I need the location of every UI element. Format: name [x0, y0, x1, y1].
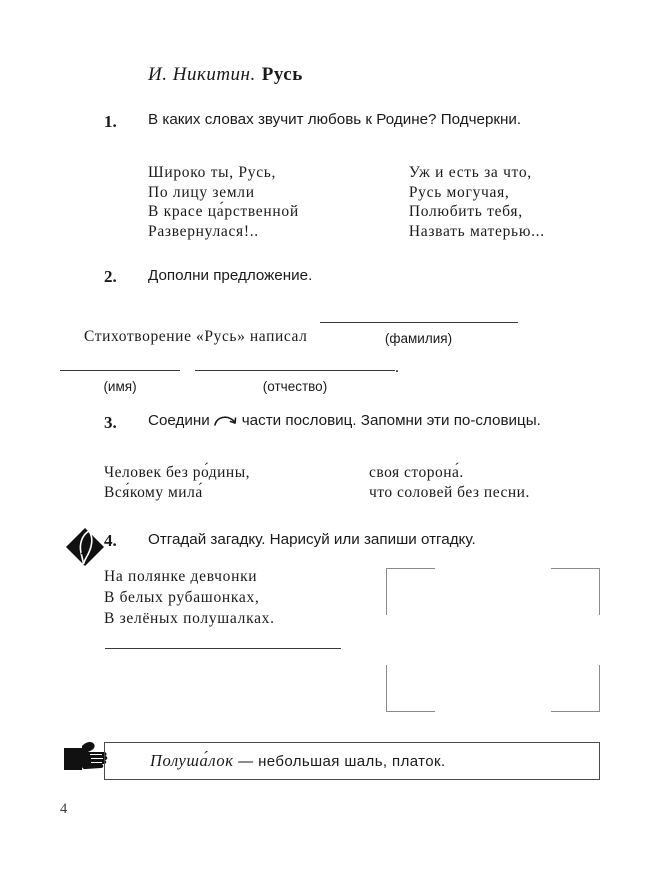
blank-group-imya — [60, 355, 180, 394]
proverb-part[interactable]: что соловей без песни. — [369, 483, 530, 501]
blank-group-familiya — [320, 307, 518, 346]
patronymic-hint-label: (отчество) — [262, 379, 328, 394]
proverbs-column-right — [369, 463, 604, 502]
patronymic-input-blank[interactable] — [195, 355, 395, 371]
proverbs-column-left — [104, 463, 369, 502]
task-3-prompt — [148, 411, 604, 433]
drawing-area-frame[interactable] — [386, 568, 600, 712]
task-2-number: 2. — [104, 267, 117, 286]
firstname-input-blank[interactable] — [60, 355, 180, 371]
sentence-stem: Стихотворение «Русь» написал — [84, 328, 308, 345]
vocabulary-definition: — небольшая шаль, платок. — [238, 753, 446, 770]
proverb-part[interactable]: Человек без ро́дины, — [104, 464, 251, 481]
task-4-number: 4. — [104, 531, 117, 550]
riddle-line: На полянке девчонки — [104, 568, 258, 585]
frame-corner-bottom-right — [551, 665, 600, 712]
riddle-line: В белых рубашонках, — [104, 589, 260, 606]
task-3-number: 3. — [104, 413, 117, 432]
riddle-text — [104, 566, 275, 629]
task-4 — [104, 530, 604, 550]
riddle-answer-blank[interactable] — [105, 634, 341, 649]
blank-group-otchestvo — [195, 355, 395, 394]
surname-input-blank[interactable] — [320, 307, 518, 323]
vocabulary-note-box — [104, 742, 600, 780]
author-name: И. Никитин. — [148, 64, 256, 85]
poem-line[interactable]: Русь могучая, — [408, 183, 510, 201]
proverb-part[interactable]: своя сторона́. — [369, 464, 464, 481]
task-3-prompt-part-1: Соедини — [148, 412, 210, 429]
surname-hint-label: (фамилия) — [384, 331, 453, 346]
poem-line[interactable]: Развернулася!.. — [148, 222, 259, 240]
proverbs-list — [104, 463, 604, 502]
fill-in-sentence — [84, 307, 604, 394]
task-2 — [104, 266, 604, 286]
vocabulary-note-text — [150, 751, 446, 771]
task-1-number: 1. — [104, 112, 117, 131]
task-4-prompt: Отгадай загадку. Нарисуй или запиши отгадку. — [148, 531, 476, 548]
page-title — [148, 64, 303, 86]
proverb-part[interactable]: Вся́кому мила́ — [104, 483, 203, 501]
quill-diamond-icon — [62, 518, 108, 572]
task-1 — [104, 110, 604, 130]
poem-column-left — [148, 163, 409, 241]
fill-row-first — [84, 307, 604, 346]
page-number: 4 — [60, 801, 68, 817]
sentence-period: . — [395, 359, 400, 376]
poem-line[interactable]: В красе ца́рственной — [148, 203, 299, 220]
task-1-prompt: В каких словах звучит любовь к Родине? Подчеркни. — [148, 111, 522, 128]
poem-line[interactable]: По лицу земли — [148, 183, 255, 201]
poem-line[interactable]: Уж и есть за что, — [408, 164, 532, 181]
firstname-hint-label: (имя) — [103, 379, 137, 394]
riddle-line: В зелёных полушалках. — [104, 610, 275, 627]
poem-excerpt — [148, 163, 608, 241]
task-3-prompt-part-2: части пословиц. Запомни эти по-словицы. — [241, 412, 541, 429]
task-3 — [104, 411, 604, 433]
poem-line[interactable]: Назвать матерью... — [408, 222, 545, 240]
connect-arc-icon — [213, 412, 239, 433]
work-title: Русь — [261, 64, 303, 85]
task-2-prompt: Дополни предложение. — [148, 267, 313, 284]
poem-column-right — [409, 163, 608, 241]
frame-corner-top-left — [386, 568, 435, 615]
fill-row-second — [84, 355, 604, 394]
poem-line[interactable]: Полюбить тебя, — [408, 203, 523, 220]
poem-line[interactable]: Широко ты, Русь, — [148, 164, 277, 181]
vocabulary-term: Полуша́лок — [150, 751, 234, 770]
frame-corner-top-right — [551, 568, 600, 615]
frame-corner-bottom-left — [386, 665, 435, 712]
